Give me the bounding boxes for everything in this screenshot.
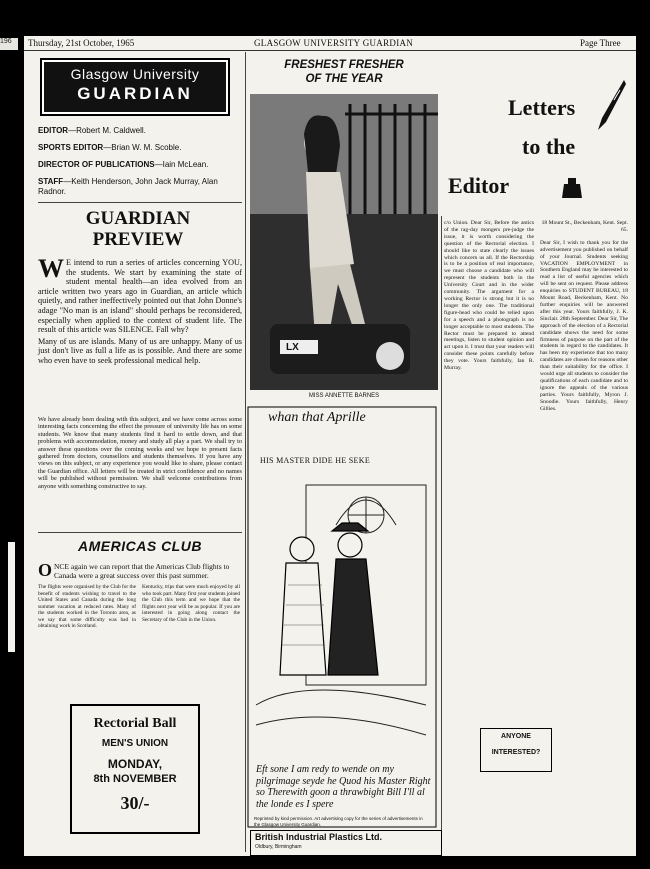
bip-name: British Industrial Plastics Ltd. [255,832,383,842]
letter-address: 18 Mount St., Beckenham, Kent. Sept. 65. [541,220,628,233]
preview-para2: Many of us are islands. Many of us are unhappy. Many of us just don't live as full a life as is possible. And there are some who even have to seek professional medical help. [38,336,242,365]
staff-members: STAFF—Keith Henderson, John Jack Murray, Alan Radnor. [38,177,218,196]
bip-location: Oldbury, Birmingham [255,844,302,850]
staff-list [38,126,243,204]
ball-day: MONDAY, [107,757,163,771]
fresher-caption: MISS ANNETTE BARNES [308,393,380,399]
americas-col1: The flights were organised by the Club for the benefit of students wishing to travel to the United States and Canada during the long summer vacation at reduced rates. Many of the students worked in the Toronto area, as we say that some difficulty was had in obtaining work in Scotland. [38,584,136,629]
cartoon-credit: Reprinted by kind permission. Art advertising copy for the series of advertisements in the Glasgow University Guardian. [254,816,423,827]
newspaper-page [24,36,636,856]
preview-article [38,254,242,368]
staff-editor: EDITOR—Robert M. Caldwell. [38,126,146,135]
header-paper-name: GLASGOW UNIVERSITY GUARDIAN [254,38,414,48]
car-number-plate: LX [286,342,299,353]
cartoon-title: whan that Aprille [268,410,366,425]
quill-pen-icon [594,78,628,134]
ball-price: 30/- [120,793,150,813]
preview-continuation: We have already been dealing with this subject, and we have come across some interesting facts concerning the effect the pressure of university life has on some students. We know that many students find it hard to settle down, and that problems with accommodation, money and study all play a part. We shall try to answer these questions over the coming weeks and we hope to present facts gathered from doctors, counsellors and students themselves. If you have any views on this subject, or any experience you would like to share, please contact the Guardian office. All letters will be treated in strict confidence and no names will be published without permission. We shall welcome contributions from anyone with something constructive to say. [38,416,242,490]
cartoon-subtitle: HIS MASTER DIDE HE SEKE [260,456,371,465]
staff-director: DIRECTOR OF PUBLICATIONS—Iain McLean. [38,160,209,169]
masthead-line1: Glasgow University [70,66,200,82]
anyone-interested-box [480,728,552,772]
letter-body-b: Dear Sir, I wish to thank you for the advertisement you published on behalf of your Journal. Students seeking VACATION EMPLOYMENT in Southern England may be interested to read a list of useful agencies which will be sent on request. Please address enquiries to STUDENT BUREAU, 18 Mount Road, Beckenham, Kent. No further enquiries will be answered after this year. Yours faithfully, J. K. Sinclair. 28th September. Dear Sir, The approach of the election of a Rectorial candidate shows the need for some firmness of purpose on the part of the students in regard to the candidates. It has been my experience that too many candidates are chosen for reasons other than their suitability for the office. I would urge all students to consider the qualifications of each candidate and to ignore the appeals of the various parties. Yours faithfully, Myron J. Snoodie. Yours faithfully, Henry Gillies. [540,239,628,412]
americas-col2: Kentucky, trips that were much enjoyed by all who took part. Many first year students joined the Club this term and we hope that the flights next year will be as popular. If you are interested in going along contact the Secretary of the Club in the Union. [142,584,240,623]
letter-employment [540,220,628,412]
margin-bracket [6,540,17,654]
header-date: Thursday, 21st October, 1965 [28,38,135,48]
rectorial-ball-ad [70,704,200,834]
masthead-line2: GUARDIAN [77,84,193,103]
ball-union: MEN'S UNION [101,738,169,749]
inkwell-icon [560,174,584,200]
anyone-line1: ANYONE [501,733,531,740]
masthead [40,58,230,116]
fresher-photo [250,94,438,390]
ball-title: Rectorial Ball [93,716,177,731]
preview-para1: E intend to run a series of articles concerning YOU, the students. We start by examining the state of student mental health—an idea evolved from an article written two years ago in Guardian, an article which quietly, and rather ineffectively pointed out that John Donne's adage "No man is an island" should perhaps be reconsidered, especially when applied to the context of student life. The result of this article was SILENCE. Fall why? [38,258,242,335]
staff-sports-editor: SPORTS EDITOR—Brian W. M. Scoble. [38,143,182,152]
letters-headline: Letters to the Editor [448,95,576,198]
bip-advert [250,830,442,856]
preview-dropcap: W [38,254,64,283]
fresher-headline: FRESHEST FRESHER OF THE YEAR [284,59,404,85]
preview-rule [38,532,242,533]
running-header [24,36,636,51]
staff-rule [38,202,242,203]
americas-lead: ONCE again we can report that the Americas Club flights to Canada were a great success over this past summer. [38,560,230,580]
americas-headline: AMERICAS CLUB [78,538,202,554]
edge-page-reference: 196 [0,38,18,50]
header-page-number: Page Three [580,38,621,48]
column-rule-right [441,216,442,852]
cartoon-quote: Eft sone I am redy to wende on my pilgrimage seyde he Quod his Master Right so Therewith goon a thrawbight Bill I'll al the londe es I spere [256,764,431,810]
preview-headline: GUARDIAN PREVIEW [85,208,191,250]
anyone-line2: INTERESTED? [491,749,541,756]
letter-rectorial: c/o Union. Dear Sir, Before the antics of the rag-day mongers pre-judge the issue, it is worth considering the question of the Rectorial election. I should like to state clearly the issues which concern us all. If the Rectorship is to be a position of real importance, we must choose a candidate who will represent the students both in the University Court and in the wider community. The argument for a working Rector is strong but it is no longer the only one. The traditional figure-head who could be relied upon for a speech and a photograph is no longer acceptable to most students. The Rector must be prepared to attend meetings, listen to student opinion and act upon it. I trust that your readers will consider these points carefully before they vote. Yours faithfully, Ian R. Murray. [444,220,534,372]
ball-date: 8th NOVEMBER [93,773,177,785]
